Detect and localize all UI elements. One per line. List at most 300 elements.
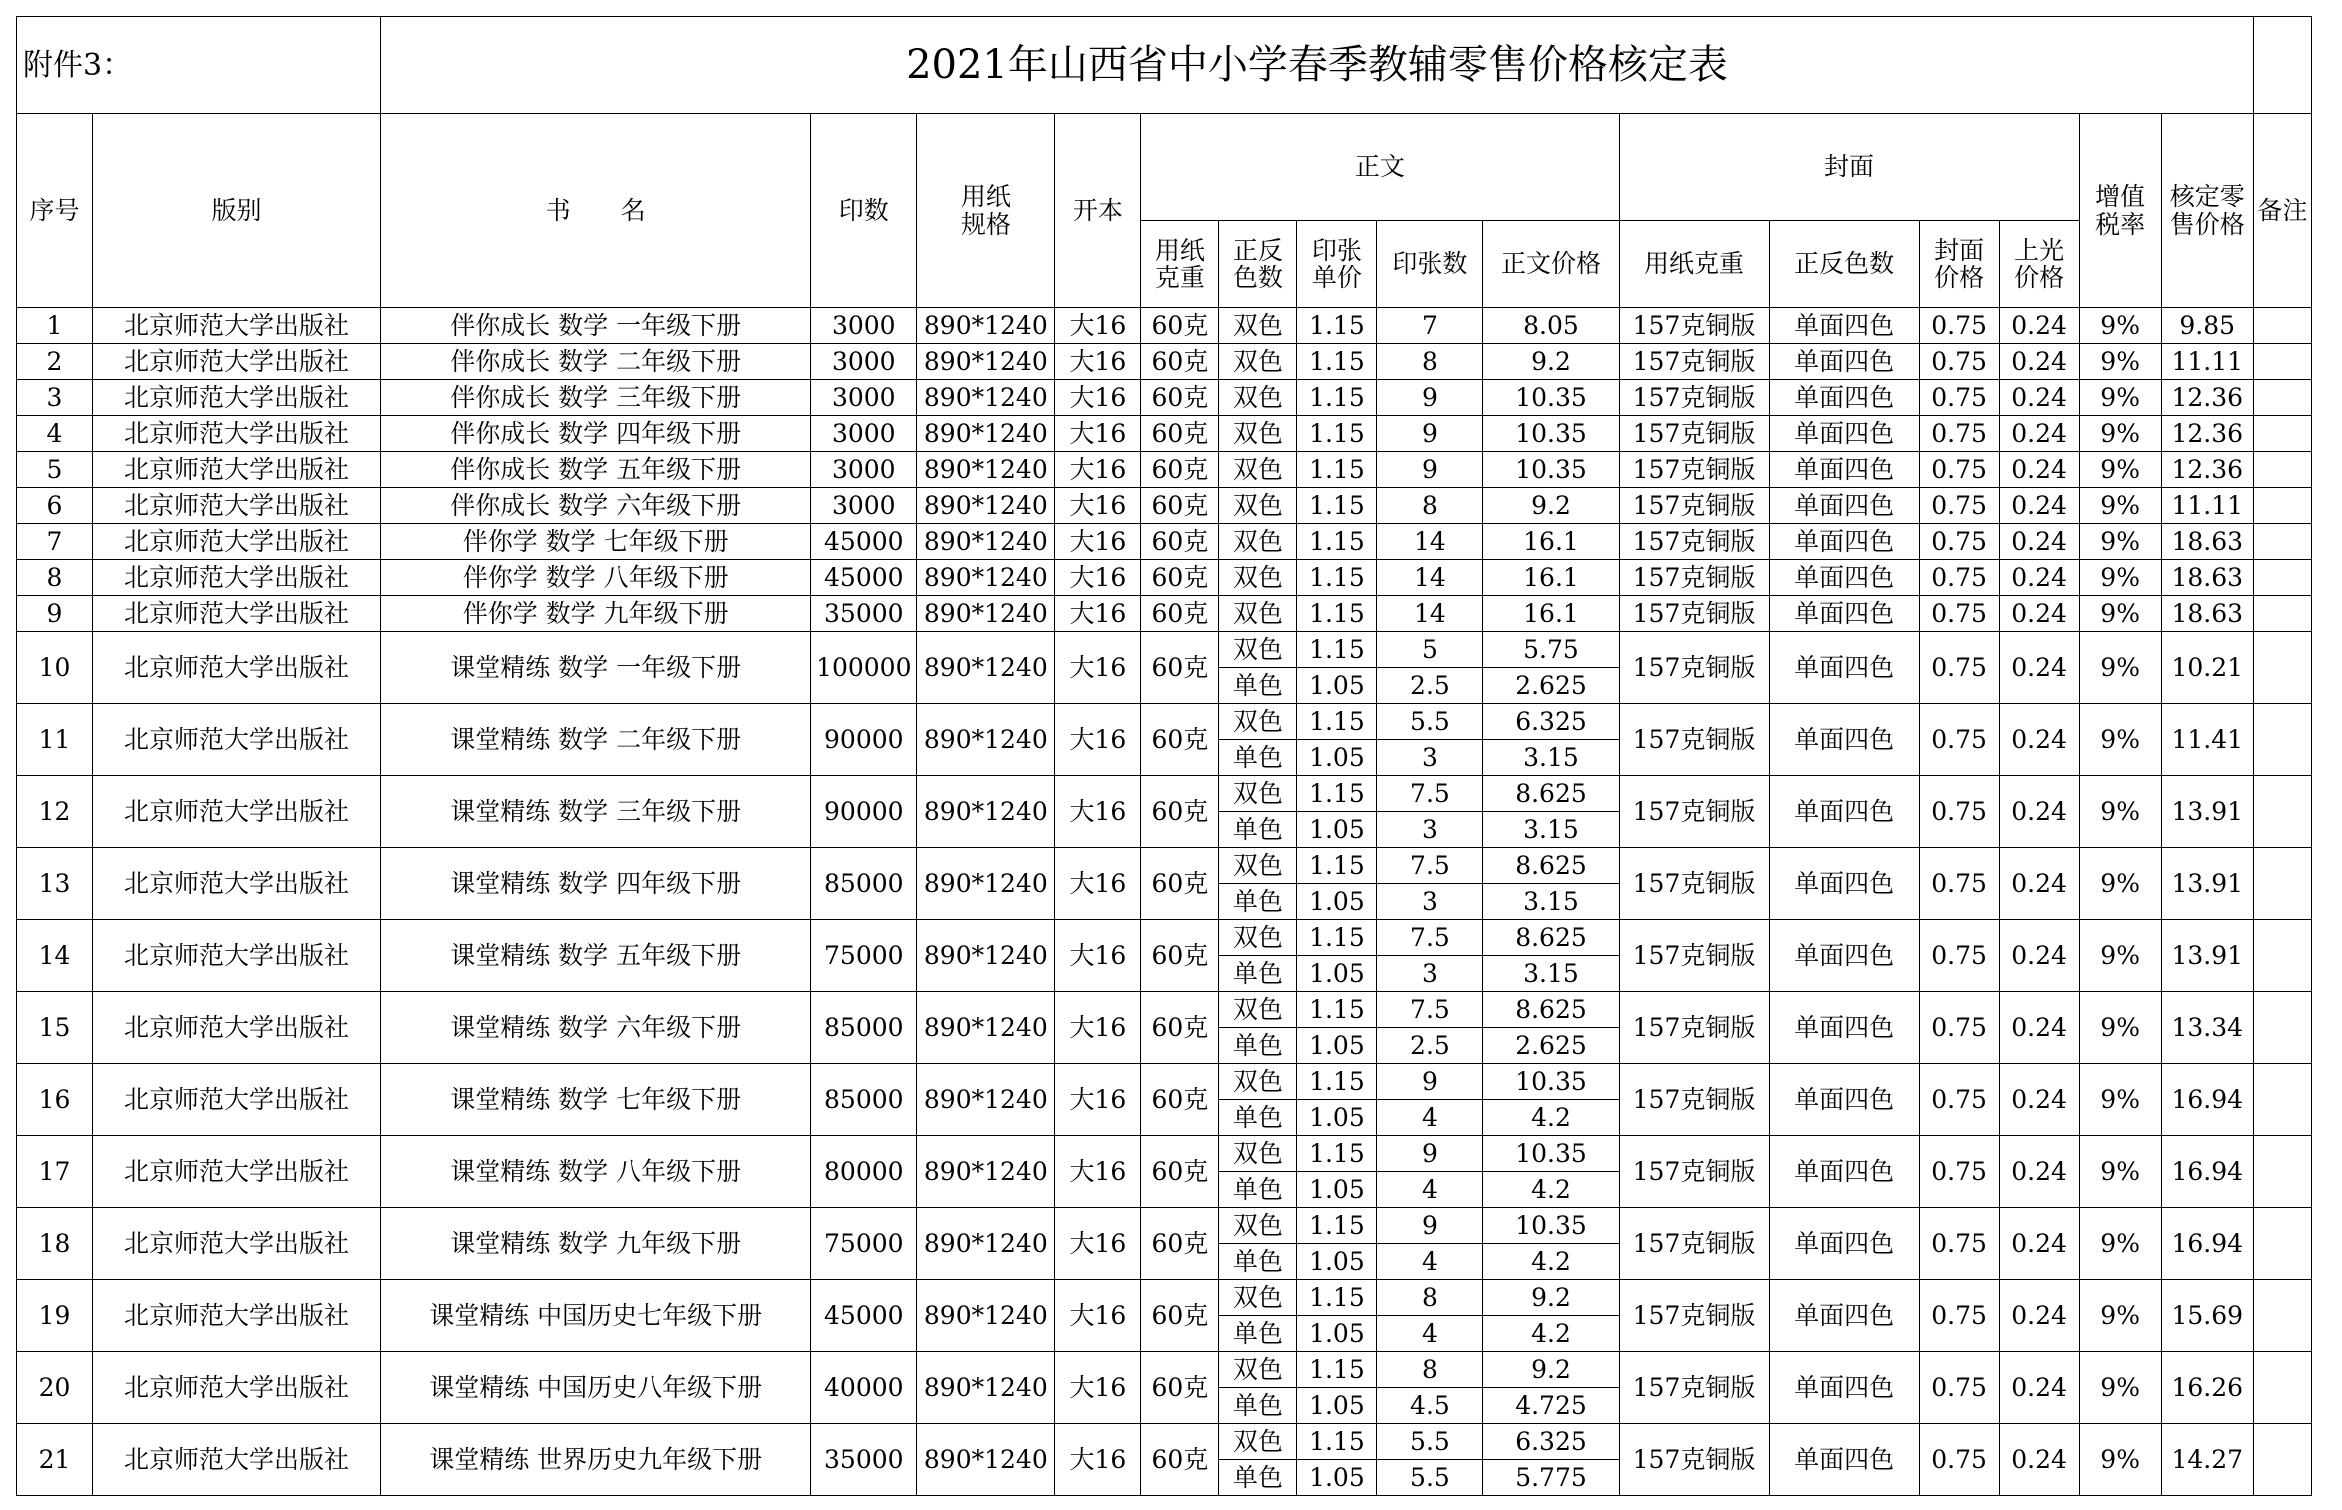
remarks-cell bbox=[2253, 596, 2311, 632]
cover-color-cell: 单面四色 bbox=[1769, 524, 1919, 560]
gloss-price-cell: 0.24 bbox=[1999, 1136, 2079, 1208]
gloss-price-cell: 0.24 bbox=[1999, 488, 2079, 524]
body-sheets-cell: 9 bbox=[1377, 1064, 1483, 1100]
remarks-cell bbox=[2253, 704, 2311, 776]
cover-weight-cell: 157克铜版 bbox=[1619, 380, 1769, 416]
body-sheets-cell: 14 bbox=[1377, 596, 1483, 632]
vat-rate-cell: 9% bbox=[2079, 416, 2161, 452]
cover-weight-cell: 157克铜版 bbox=[1619, 632, 1769, 704]
table-row bbox=[17, 344, 2312, 380]
publisher-cell: 北京师范大学出版社 bbox=[93, 1064, 381, 1136]
remarks-cell bbox=[2253, 524, 2311, 560]
body-color-cell: 双色 bbox=[1219, 704, 1297, 740]
body-unit-price-cell: 1.05 bbox=[1297, 1316, 1377, 1352]
header-publisher: 版别 bbox=[93, 114, 381, 308]
cover-color-cell: 单面四色 bbox=[1769, 1064, 1919, 1136]
body-price-cell: 10.35 bbox=[1483, 380, 1619, 416]
paper-spec-cell: 890*1240 bbox=[917, 308, 1055, 344]
body-price-cell: 4.2 bbox=[1483, 1316, 1619, 1352]
cover-price-cell: 0.75 bbox=[1919, 776, 1999, 848]
body-color-cell: 双色 bbox=[1219, 920, 1297, 956]
body-price-cell: 9.2 bbox=[1483, 344, 1619, 380]
gloss-price-cell: 0.24 bbox=[1999, 1208, 2079, 1280]
gloss-price-cell: 0.24 bbox=[1999, 992, 2079, 1064]
print-run-cell: 90000 bbox=[811, 776, 917, 848]
body-sheets-cell: 8 bbox=[1377, 344, 1483, 380]
body-price-cell: 9.2 bbox=[1483, 1280, 1619, 1316]
vat-rate-cell: 9% bbox=[2079, 488, 2161, 524]
format-cell: 大16 bbox=[1055, 560, 1141, 596]
gloss-price-cell: 0.24 bbox=[1999, 452, 2079, 488]
vat-rate-cell: 9% bbox=[2079, 524, 2161, 560]
vat-rate-cell: 9% bbox=[2079, 632, 2161, 704]
book-name-cell: 伴你学 数学 七年级下册 bbox=[381, 524, 811, 560]
print-run-cell: 45000 bbox=[811, 1280, 917, 1352]
print-run-cell: 40000 bbox=[811, 1352, 917, 1424]
format-cell: 大16 bbox=[1055, 1280, 1141, 1352]
print-run-cell: 85000 bbox=[811, 1064, 917, 1136]
table-row bbox=[17, 488, 2312, 524]
cover-color-cell: 单面四色 bbox=[1769, 452, 1919, 488]
body-unit-price-cell: 1.05 bbox=[1297, 740, 1377, 776]
body-sheets-cell: 3 bbox=[1377, 884, 1483, 920]
publisher-cell: 北京师范大学出版社 bbox=[93, 344, 381, 380]
gloss-price-cell: 0.24 bbox=[1999, 524, 2079, 560]
format-cell: 大16 bbox=[1055, 344, 1141, 380]
seq-cell: 9 bbox=[17, 596, 93, 632]
publisher-cell: 北京师范大学出版社 bbox=[93, 1280, 381, 1352]
cover-price-cell: 0.75 bbox=[1919, 596, 1999, 632]
cover-weight-cell: 157克铜版 bbox=[1619, 524, 1769, 560]
gloss-price-cell: 0.24 bbox=[1999, 308, 2079, 344]
body-unit-price-cell: 1.05 bbox=[1297, 1028, 1377, 1064]
seq-cell: 21 bbox=[17, 1424, 93, 1496]
body-color-cell: 双色 bbox=[1219, 524, 1297, 560]
vat-rate-cell: 9% bbox=[2079, 1208, 2161, 1280]
remarks-cell bbox=[2253, 1208, 2311, 1280]
body-sheets-cell: 5.5 bbox=[1377, 704, 1483, 740]
paper-spec-cell: 890*1240 bbox=[917, 524, 1055, 560]
cover-weight-cell: 157克铜版 bbox=[1619, 1352, 1769, 1424]
body-price-cell: 6.325 bbox=[1483, 1424, 1619, 1460]
cover-weight-cell: 157克铜版 bbox=[1619, 704, 1769, 776]
paper-spec-cell: 890*1240 bbox=[917, 416, 1055, 452]
book-name-cell: 课堂精练 中国历史八年级下册 bbox=[381, 1352, 811, 1424]
retail-price-cell: 10.21 bbox=[2161, 632, 2253, 704]
publisher-cell: 北京师范大学出版社 bbox=[93, 560, 381, 596]
attachment-label: 附件3： bbox=[17, 17, 381, 114]
publisher-cell: 北京师范大学出版社 bbox=[93, 308, 381, 344]
retail-price-cell: 12.36 bbox=[2161, 416, 2253, 452]
cover-weight-cell: 157克铜版 bbox=[1619, 344, 1769, 380]
cover-weight-cell: 157克铜版 bbox=[1619, 1280, 1769, 1352]
header-body-group: 正文 bbox=[1141, 114, 1619, 221]
body-price-cell: 16.1 bbox=[1483, 560, 1619, 596]
body-unit-price-cell: 1.15 bbox=[1297, 848, 1377, 884]
body-unit-price-cell: 1.15 bbox=[1297, 1136, 1377, 1172]
paper-spec-cell: 890*1240 bbox=[917, 1424, 1055, 1496]
gloss-price-cell: 0.24 bbox=[1999, 920, 2079, 992]
body-price-cell: 2.625 bbox=[1483, 1028, 1619, 1064]
book-name-cell: 伴你学 数学 九年级下册 bbox=[381, 596, 811, 632]
print-run-cell: 3000 bbox=[811, 416, 917, 452]
print-run-cell: 35000 bbox=[811, 1424, 917, 1496]
body-weight-cell: 60克 bbox=[1141, 1208, 1219, 1280]
body-price-cell: 8.625 bbox=[1483, 848, 1619, 884]
format-cell: 大16 bbox=[1055, 596, 1141, 632]
cover-price-cell: 0.75 bbox=[1919, 848, 1999, 920]
body-weight-cell: 60克 bbox=[1141, 308, 1219, 344]
header-remarks: 备注 bbox=[2253, 114, 2311, 308]
cover-weight-cell: 157克铜版 bbox=[1619, 488, 1769, 524]
cover-price-cell: 0.75 bbox=[1919, 344, 1999, 380]
body-color-cell: 单色 bbox=[1219, 1028, 1297, 1064]
body-unit-price-cell: 1.05 bbox=[1297, 884, 1377, 920]
retail-price-cell: 16.94 bbox=[2161, 1136, 2253, 1208]
book-name-cell: 伴你成长 数学 二年级下册 bbox=[381, 344, 811, 380]
paper-spec-cell: 890*1240 bbox=[917, 596, 1055, 632]
gloss-price-cell: 0.24 bbox=[1999, 1280, 2079, 1352]
remarks-cell bbox=[2253, 1136, 2311, 1208]
book-name-cell: 课堂精练 数学 四年级下册 bbox=[381, 848, 811, 920]
body-weight-cell: 60克 bbox=[1141, 1136, 1219, 1208]
body-unit-price-cell: 1.15 bbox=[1297, 452, 1377, 488]
cover-price-cell: 0.75 bbox=[1919, 524, 1999, 560]
cover-color-cell: 单面四色 bbox=[1769, 920, 1919, 992]
body-unit-price-cell: 1.15 bbox=[1297, 920, 1377, 956]
body-color-cell: 单色 bbox=[1219, 668, 1297, 704]
body-sheets-cell: 4 bbox=[1377, 1316, 1483, 1352]
body-color-cell: 双色 bbox=[1219, 560, 1297, 596]
body-color-cell: 双色 bbox=[1219, 452, 1297, 488]
body-price-cell: 5.775 bbox=[1483, 1460, 1619, 1496]
body-weight-cell: 60克 bbox=[1141, 1352, 1219, 1424]
seq-cell: 8 bbox=[17, 560, 93, 596]
body-sheets-cell: 2.5 bbox=[1377, 1028, 1483, 1064]
header-seq: 序号 bbox=[17, 114, 93, 308]
seq-cell: 15 bbox=[17, 992, 93, 1064]
format-cell: 大16 bbox=[1055, 416, 1141, 452]
table-row bbox=[17, 380, 2312, 416]
cover-color-cell: 单面四色 bbox=[1769, 596, 1919, 632]
body-color-cell: 双色 bbox=[1219, 632, 1297, 668]
seq-cell: 7 bbox=[17, 524, 93, 560]
body-price-cell: 9.2 bbox=[1483, 488, 1619, 524]
title-blank-cell bbox=[2253, 17, 2311, 114]
retail-price-cell: 11.11 bbox=[2161, 488, 2253, 524]
publisher-cell: 北京师范大学出版社 bbox=[93, 416, 381, 452]
body-sheets-cell: 9 bbox=[1377, 416, 1483, 452]
gloss-price-cell: 0.24 bbox=[1999, 416, 2079, 452]
retail-price-cell: 9.85 bbox=[2161, 308, 2253, 344]
cover-color-cell: 单面四色 bbox=[1769, 1424, 1919, 1496]
body-sheets-cell: 7 bbox=[1377, 308, 1483, 344]
table-row bbox=[17, 524, 2312, 560]
body-color-cell: 单色 bbox=[1219, 1316, 1297, 1352]
body-unit-price-cell: 1.05 bbox=[1297, 1100, 1377, 1136]
book-name-cell: 课堂精练 数学 八年级下册 bbox=[381, 1136, 811, 1208]
vat-rate-cell: 9% bbox=[2079, 1424, 2161, 1496]
publisher-cell: 北京师范大学出版社 bbox=[93, 632, 381, 704]
vat-rate-cell: 9% bbox=[2079, 1064, 2161, 1136]
header-format: 开本 bbox=[1055, 114, 1141, 308]
paper-spec-cell: 890*1240 bbox=[917, 920, 1055, 992]
body-unit-price-cell: 1.05 bbox=[1297, 668, 1377, 704]
cover-price-cell: 0.75 bbox=[1919, 1424, 1999, 1496]
cover-weight-cell: 157克铜版 bbox=[1619, 848, 1769, 920]
format-cell: 大16 bbox=[1055, 380, 1141, 416]
body-unit-price-cell: 1.15 bbox=[1297, 488, 1377, 524]
table-row bbox=[17, 1352, 2312, 1388]
body-color-cell: 双色 bbox=[1219, 596, 1297, 632]
body-price-cell: 4.725 bbox=[1483, 1388, 1619, 1424]
table-row bbox=[17, 452, 2312, 488]
body-color-cell: 双色 bbox=[1219, 1208, 1297, 1244]
body-price-cell: 6.325 bbox=[1483, 704, 1619, 740]
retail-price-cell: 12.36 bbox=[2161, 380, 2253, 416]
cover-color-cell: 单面四色 bbox=[1769, 1280, 1919, 1352]
table-row bbox=[17, 1424, 2312, 1460]
header-gloss-price: 上光价格 bbox=[1999, 221, 2079, 308]
cover-color-cell: 单面四色 bbox=[1769, 416, 1919, 452]
body-unit-price-cell: 1.15 bbox=[1297, 416, 1377, 452]
remarks-cell bbox=[2253, 1064, 2311, 1136]
gloss-price-cell: 0.24 bbox=[1999, 632, 2079, 704]
seq-cell: 14 bbox=[17, 920, 93, 992]
paper-spec-cell: 890*1240 bbox=[917, 776, 1055, 848]
seq-cell: 16 bbox=[17, 1064, 93, 1136]
body-color-cell: 双色 bbox=[1219, 308, 1297, 344]
body-price-cell: 3.15 bbox=[1483, 884, 1619, 920]
body-color-cell: 双色 bbox=[1219, 1424, 1297, 1460]
body-price-cell: 16.1 bbox=[1483, 524, 1619, 560]
body-color-cell: 双色 bbox=[1219, 992, 1297, 1028]
gloss-price-cell: 0.24 bbox=[1999, 776, 2079, 848]
cover-price-cell: 0.75 bbox=[1919, 416, 1999, 452]
paper-spec-cell: 890*1240 bbox=[917, 848, 1055, 920]
cover-price-cell: 0.75 bbox=[1919, 308, 1999, 344]
retail-price-cell: 15.69 bbox=[2161, 1280, 2253, 1352]
gloss-price-cell: 0.24 bbox=[1999, 848, 2079, 920]
body-sheets-cell: 9 bbox=[1377, 452, 1483, 488]
cover-color-cell: 单面四色 bbox=[1769, 1136, 1919, 1208]
gloss-price-cell: 0.24 bbox=[1999, 1064, 2079, 1136]
body-weight-cell: 60克 bbox=[1141, 380, 1219, 416]
remarks-cell bbox=[2253, 1280, 2311, 1352]
body-color-cell: 单色 bbox=[1219, 884, 1297, 920]
body-sheets-cell: 8 bbox=[1377, 1280, 1483, 1316]
format-cell: 大16 bbox=[1055, 992, 1141, 1064]
publisher-cell: 北京师范大学出版社 bbox=[93, 452, 381, 488]
seq-cell: 6 bbox=[17, 488, 93, 524]
body-unit-price-cell: 1.15 bbox=[1297, 596, 1377, 632]
body-sheets-cell: 7.5 bbox=[1377, 992, 1483, 1028]
table-row bbox=[17, 920, 2312, 956]
format-cell: 大16 bbox=[1055, 1064, 1141, 1136]
print-run-cell: 3000 bbox=[811, 308, 917, 344]
remarks-cell bbox=[2253, 992, 2311, 1064]
retail-price-cell: 16.94 bbox=[2161, 1208, 2253, 1280]
paper-spec-cell: 890*1240 bbox=[917, 1064, 1055, 1136]
body-unit-price-cell: 1.15 bbox=[1297, 632, 1377, 668]
gloss-price-cell: 0.24 bbox=[1999, 1424, 2079, 1496]
body-unit-price-cell: 1.15 bbox=[1297, 308, 1377, 344]
format-cell: 大16 bbox=[1055, 704, 1141, 776]
cover-color-cell: 单面四色 bbox=[1769, 1208, 1919, 1280]
header-paper-spec: 用纸规格 bbox=[917, 114, 1055, 308]
body-weight-cell: 60克 bbox=[1141, 344, 1219, 380]
format-cell: 大16 bbox=[1055, 848, 1141, 920]
header-cover-group: 封面 bbox=[1619, 114, 2079, 221]
book-name-cell: 伴你成长 数学 一年级下册 bbox=[381, 308, 811, 344]
body-sheets-cell: 3 bbox=[1377, 812, 1483, 848]
seq-cell: 2 bbox=[17, 344, 93, 380]
body-sheets-cell: 8 bbox=[1377, 1352, 1483, 1388]
seq-cell: 12 bbox=[17, 776, 93, 848]
cover-weight-cell: 157克铜版 bbox=[1619, 1208, 1769, 1280]
body-weight-cell: 60克 bbox=[1141, 1064, 1219, 1136]
cover-weight-cell: 157克铜版 bbox=[1619, 416, 1769, 452]
body-price-cell: 5.75 bbox=[1483, 632, 1619, 668]
cover-price-cell: 0.75 bbox=[1919, 1352, 1999, 1424]
vat-rate-cell: 9% bbox=[2079, 776, 2161, 848]
seq-cell: 1 bbox=[17, 308, 93, 344]
remarks-cell bbox=[2253, 416, 2311, 452]
retail-price-cell: 14.27 bbox=[2161, 1424, 2253, 1496]
body-color-cell: 双色 bbox=[1219, 776, 1297, 812]
publisher-cell: 北京师范大学出版社 bbox=[93, 1352, 381, 1424]
body-sheets-cell: 4.5 bbox=[1377, 1388, 1483, 1424]
body-color-cell: 单色 bbox=[1219, 812, 1297, 848]
table-row bbox=[17, 416, 2312, 452]
print-run-cell: 3000 bbox=[811, 488, 917, 524]
body-price-cell: 10.35 bbox=[1483, 452, 1619, 488]
body-unit-price-cell: 1.15 bbox=[1297, 1208, 1377, 1244]
paper-spec-cell: 890*1240 bbox=[917, 704, 1055, 776]
table-row bbox=[17, 632, 2312, 668]
remarks-cell bbox=[2253, 380, 2311, 416]
gloss-price-cell: 0.24 bbox=[1999, 596, 2079, 632]
seq-cell: 13 bbox=[17, 848, 93, 920]
cover-price-cell: 0.75 bbox=[1919, 632, 1999, 704]
cover-weight-cell: 157克铜版 bbox=[1619, 452, 1769, 488]
format-cell: 大16 bbox=[1055, 452, 1141, 488]
retail-price-cell: 13.91 bbox=[2161, 848, 2253, 920]
cover-color-cell: 单面四色 bbox=[1769, 488, 1919, 524]
body-unit-price-cell: 1.05 bbox=[1297, 1172, 1377, 1208]
header-vat-rate: 增值税率 bbox=[2079, 114, 2161, 308]
header-body-paper-weight: 用纸克重 bbox=[1141, 221, 1219, 308]
body-weight-cell: 60克 bbox=[1141, 452, 1219, 488]
print-run-cell: 100000 bbox=[811, 632, 917, 704]
publisher-cell: 北京师范大学出版社 bbox=[93, 992, 381, 1064]
table-row bbox=[17, 1064, 2312, 1100]
body-price-cell: 2.625 bbox=[1483, 668, 1619, 704]
cover-price-cell: 0.75 bbox=[1919, 1064, 1999, 1136]
gloss-price-cell: 0.24 bbox=[1999, 704, 2079, 776]
body-color-cell: 双色 bbox=[1219, 848, 1297, 884]
body-sheets-cell: 4 bbox=[1377, 1172, 1483, 1208]
body-sheets-cell: 5 bbox=[1377, 632, 1483, 668]
page-title: 2021年山西省中小学春季教辅零售价格核定表 bbox=[381, 17, 2254, 114]
vat-rate-cell: 9% bbox=[2079, 1136, 2161, 1208]
body-sheets-cell: 9 bbox=[1377, 1208, 1483, 1244]
cover-price-cell: 0.75 bbox=[1919, 488, 1999, 524]
cover-price-cell: 0.75 bbox=[1919, 560, 1999, 596]
body-weight-cell: 60克 bbox=[1141, 992, 1219, 1064]
body-unit-price-cell: 1.15 bbox=[1297, 380, 1377, 416]
body-price-cell: 16.1 bbox=[1483, 596, 1619, 632]
vat-rate-cell: 9% bbox=[2079, 1280, 2161, 1352]
cover-price-cell: 0.75 bbox=[1919, 1208, 1999, 1280]
retail-price-cell: 13.91 bbox=[2161, 920, 2253, 992]
body-weight-cell: 60克 bbox=[1141, 848, 1219, 920]
body-color-cell: 双色 bbox=[1219, 1280, 1297, 1316]
retail-price-cell: 18.63 bbox=[2161, 596, 2253, 632]
body-weight-cell: 60克 bbox=[1141, 416, 1219, 452]
cover-weight-cell: 157克铜版 bbox=[1619, 1064, 1769, 1136]
body-color-cell: 单色 bbox=[1219, 1388, 1297, 1424]
vat-rate-cell: 9% bbox=[2079, 344, 2161, 380]
vat-rate-cell: 9% bbox=[2079, 452, 2161, 488]
body-unit-price-cell: 1.05 bbox=[1297, 1460, 1377, 1496]
body-unit-price-cell: 1.15 bbox=[1297, 992, 1377, 1028]
cover-color-cell: 单面四色 bbox=[1769, 560, 1919, 596]
cover-price-cell: 0.75 bbox=[1919, 992, 1999, 1064]
format-cell: 大16 bbox=[1055, 1352, 1141, 1424]
print-run-cell: 3000 bbox=[811, 380, 917, 416]
table-row bbox=[17, 1208, 2312, 1244]
seq-cell: 17 bbox=[17, 1136, 93, 1208]
remarks-cell bbox=[2253, 488, 2311, 524]
body-weight-cell: 60克 bbox=[1141, 776, 1219, 848]
print-run-cell: 3000 bbox=[811, 452, 917, 488]
header-print-run: 印数 bbox=[811, 114, 917, 308]
publisher-cell: 北京师范大学出版社 bbox=[93, 920, 381, 992]
seq-cell: 10 bbox=[17, 632, 93, 704]
seq-cell: 5 bbox=[17, 452, 93, 488]
table-row bbox=[17, 848, 2312, 884]
print-run-cell: 75000 bbox=[811, 1208, 917, 1280]
header-cover-paper-weight: 用纸克重 bbox=[1619, 221, 1769, 308]
format-cell: 大16 bbox=[1055, 1136, 1141, 1208]
vat-rate-cell: 9% bbox=[2079, 380, 2161, 416]
cover-color-cell: 单面四色 bbox=[1769, 1352, 1919, 1424]
format-cell: 大16 bbox=[1055, 1208, 1141, 1280]
retail-price-cell: 13.34 bbox=[2161, 992, 2253, 1064]
body-weight-cell: 60克 bbox=[1141, 596, 1219, 632]
vat-rate-cell: 9% bbox=[2079, 560, 2161, 596]
body-price-cell: 8.625 bbox=[1483, 992, 1619, 1028]
body-sheets-cell: 3 bbox=[1377, 740, 1483, 776]
body-price-cell: 9.2 bbox=[1483, 1352, 1619, 1388]
body-price-cell: 10.35 bbox=[1483, 1064, 1619, 1100]
body-color-cell: 双色 bbox=[1219, 488, 1297, 524]
body-weight-cell: 60克 bbox=[1141, 1424, 1219, 1496]
cover-weight-cell: 157克铜版 bbox=[1619, 920, 1769, 992]
body-sheets-cell: 4 bbox=[1377, 1100, 1483, 1136]
retail-price-cell: 16.26 bbox=[2161, 1352, 2253, 1424]
body-color-cell: 单色 bbox=[1219, 1100, 1297, 1136]
body-color-cell: 双色 bbox=[1219, 380, 1297, 416]
header-body-sheet-price: 印张单价 bbox=[1297, 221, 1377, 308]
print-run-cell: 75000 bbox=[811, 920, 917, 992]
body-unit-price-cell: 1.15 bbox=[1297, 524, 1377, 560]
book-name-cell: 课堂精练 数学 一年级下册 bbox=[381, 632, 811, 704]
body-price-cell: 3.15 bbox=[1483, 740, 1619, 776]
table-row bbox=[17, 992, 2312, 1028]
cover-color-cell: 单面四色 bbox=[1769, 380, 1919, 416]
